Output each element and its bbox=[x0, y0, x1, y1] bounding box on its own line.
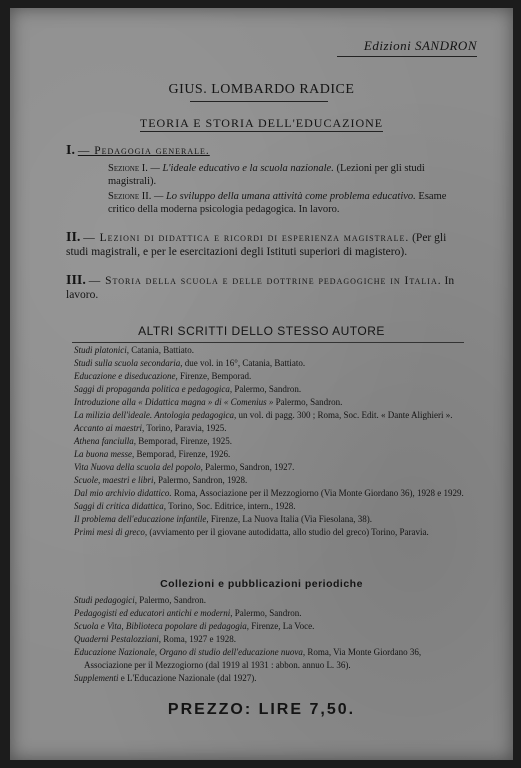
list-item: Educazione e diseducazione, Firenze, Bemporad. bbox=[74, 371, 252, 381]
author-name: GIUS. LOMBARDO RADICE bbox=[168, 82, 355, 97]
list-item: Quaderni Pestalozziani, Roma, 1927 e 1928. bbox=[74, 634, 236, 644]
section-label: Sezione II. bbox=[108, 191, 152, 202]
list-item: Accanto ai maestri, Torino, Paravia, 1925. bbox=[74, 423, 227, 433]
volume-title: — Storia della scuola e delle dottrine pedagogiche in Italia. bbox=[88, 275, 442, 287]
list-item: Athena fanciulla, Bemporad, Firenze, 1925. bbox=[74, 436, 232, 446]
volume-3 bbox=[66, 274, 466, 302]
other-writings-rule bbox=[72, 342, 464, 343]
price-label: PREZZO: LIRE 7,50. bbox=[167, 701, 356, 718]
series-title: TEORIA E STORIA DELL'EDUCAZIONE bbox=[139, 116, 384, 130]
volume-title: — Pedagogia generale. bbox=[77, 145, 210, 157]
author-rule bbox=[190, 101, 328, 102]
volume-2 bbox=[66, 231, 466, 259]
list-item: Scuole, maestri e libri, Palermo, Sandron, 1928. bbox=[74, 475, 248, 485]
list-item: Dal mio archivio didattico. Roma, Associazione per il Mezzogiorno (Via Monte Giordano 36), 1928 e 1929. bbox=[74, 488, 464, 498]
volume-number: II. bbox=[66, 230, 81, 245]
other-writings-list bbox=[74, 344, 466, 539]
section-title: — Lo sviluppo della umana attività come problema educativo. bbox=[153, 191, 416, 202]
volume-1-section-1 bbox=[108, 162, 470, 188]
other-writings-heading: ALTRI SCRITTI DELLO STESSO AUTORE bbox=[138, 324, 385, 338]
collections-heading: Collezioni e pubblicazioni periodiche bbox=[160, 578, 363, 590]
list-item: Studi platonici, Catania, Battiato. bbox=[74, 345, 194, 355]
volume-1 bbox=[66, 144, 466, 158]
list-item: Primi mesi di greco, (avviamento per il giovane autodidatta, allo studio del greco) Torino, Paravia. bbox=[74, 527, 429, 537]
volume-number: I. bbox=[66, 143, 75, 158]
list-item: La buona messe, Bemporad, Firenze, 1926. bbox=[74, 449, 231, 459]
section-title: — L'ideale educativo e la scuola nazionale. bbox=[150, 163, 334, 174]
list-item: Pedagogisti ed educatori antichi e moderni, Palermo, Sandron. bbox=[74, 608, 302, 618]
collections-list bbox=[74, 594, 466, 685]
list-item: Studi sulla scuola secondaria, due vol. in 16°, Catania, Battiato. bbox=[74, 358, 306, 368]
list-item: Educazione Nazionale, Organo di studio dell'educazione nuova, Roma, Via Monte Giordano 36, Associazione per il Mezzogiorno (dal 1919 al 1931 : abbon. annuo L. 36). bbox=[74, 647, 422, 670]
list-item: Studi pedagogici, Palermo, Sandron. bbox=[74, 595, 206, 605]
list-item: Il problema dell'educazione infantile, Firenze, La Nuova Italia (Via Fiesolana, 38). bbox=[74, 514, 372, 524]
section-label: Sezione I. bbox=[108, 163, 148, 174]
volume-title: — Lezioni di didattica e ricordi di esperienza magistrale. bbox=[83, 232, 410, 244]
publisher-imprint: Edizioni SANDRON bbox=[337, 38, 477, 57]
list-item: Saggi di propaganda politica e pedagogica, Palermo, Sandron. bbox=[74, 384, 302, 394]
list-item: Supplementi e L'Educazione Nazionale (dal 1927). bbox=[74, 673, 257, 683]
list-item: La milizia dell'ideale. Antologia pedagogica, un vol. di pagg. 300 ; Roma, Soc. Edit. « Dante Alighieri ». bbox=[74, 410, 453, 420]
volume-1-section-2 bbox=[108, 190, 470, 216]
back-cover-page bbox=[10, 8, 513, 760]
volume-number: III. bbox=[66, 273, 86, 288]
list-item: Vita Nuova della scuola del popolo, Palermo, Sandron, 1927. bbox=[74, 462, 295, 472]
volume-note: In lavoro. bbox=[66, 275, 455, 301]
list-item: Introduzione alla « Didattica magna » di « Comenius » Palermo, Sandron. bbox=[74, 397, 343, 407]
section-note: Esame critico della moderna psicologia pedagogica. In lavoro. bbox=[108, 191, 447, 215]
volume-note: (Per gli studi magistrali, e per le esercitazioni degli Istituti superiori di magistero). bbox=[66, 232, 447, 258]
list-item: Scuola e Vita, Biblioteca popolare di pedagogia, Firenze, La Voce. bbox=[74, 621, 315, 631]
section-note: (Lezioni per gli studi magistrali). bbox=[108, 163, 425, 187]
list-item: Saggi di critica didattica, Torino, Soc. Editrice, intern., 1928. bbox=[74, 501, 296, 511]
